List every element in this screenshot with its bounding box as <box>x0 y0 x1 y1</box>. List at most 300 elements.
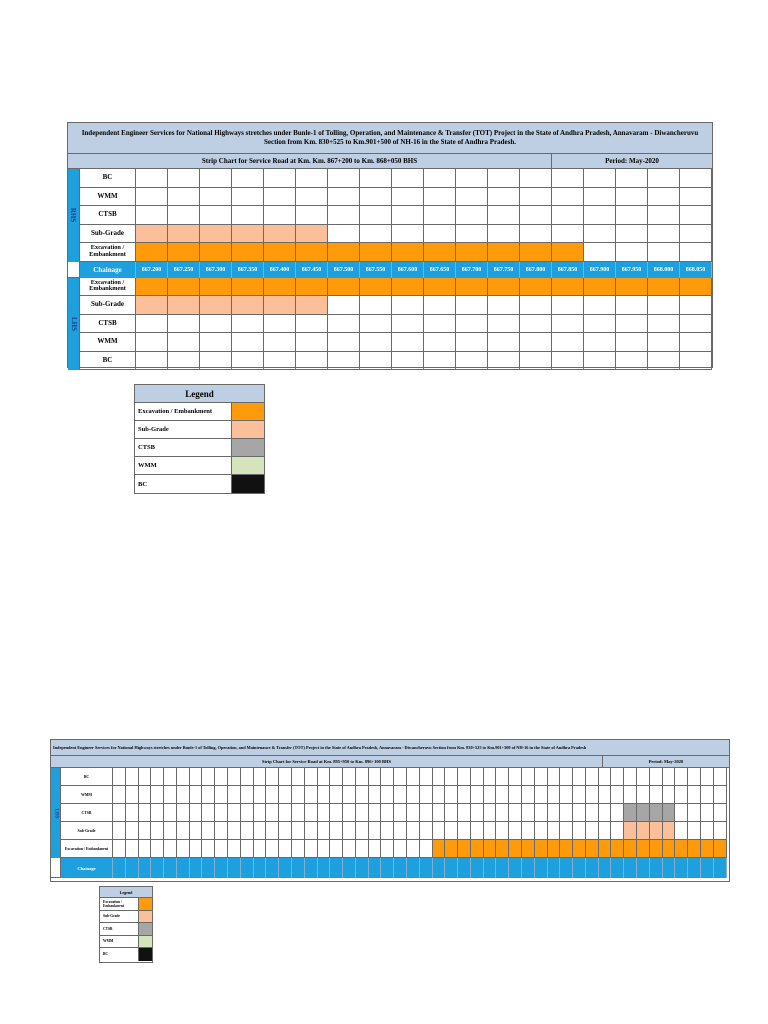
grid-cell <box>484 822 497 840</box>
grid-cell <box>456 333 488 352</box>
grid-cell <box>215 840 228 858</box>
grid-cell <box>420 822 433 840</box>
grid-cell <box>488 315 520 334</box>
grid-cell <box>330 768 343 786</box>
chainage-value: 867.900 <box>584 262 616 278</box>
rhs-group-row-bc <box>80 169 712 188</box>
grid-cell <box>113 768 126 786</box>
grid-cell <box>648 243 680 262</box>
legend-label: CTSB <box>100 923 139 935</box>
grid-cell <box>701 768 714 786</box>
chainage-value <box>139 858 152 878</box>
grid-cell <box>586 840 599 858</box>
grid-cell <box>330 786 343 804</box>
grid-cell <box>535 786 548 804</box>
grid-cell <box>343 786 356 804</box>
grid-cell <box>394 804 407 822</box>
grid-cell <box>264 296 296 315</box>
grid-cell <box>232 206 264 225</box>
lhs-group-row-bc <box>80 352 712 371</box>
chainage-spacer <box>68 262 80 278</box>
chart2-title: Independent Engineer Services for National Highways stretches under Bunle-1 of Tolling, Operation, and Maintenance & Transfer (TOT) Project in the State of Andhra Pradesh, Annavaram - Diwancheruvu Section from Km. 830+525 to Km.901+500 of NH-16 in the State of Andhra Pradesh <box>51 740 729 756</box>
grid-cell <box>264 333 296 352</box>
grid-cell <box>292 822 305 840</box>
chainage-value <box>164 858 177 878</box>
grid-cell <box>471 768 484 786</box>
grid-cell <box>394 786 407 804</box>
grid-cell <box>394 768 407 786</box>
grid-cell <box>616 278 648 297</box>
grid-cell <box>126 822 139 840</box>
grid-cell <box>228 804 241 822</box>
chainage-value <box>688 858 701 878</box>
grid-cell <box>611 840 624 858</box>
grid-cell <box>264 315 296 334</box>
grid-cell <box>369 786 382 804</box>
chainage-value <box>381 858 394 878</box>
grid-cell <box>584 296 616 315</box>
grid-cell <box>360 315 392 334</box>
grid-cell <box>548 822 561 840</box>
grid-cell <box>548 840 561 858</box>
grid-cell <box>584 225 616 244</box>
grid-cell <box>560 804 573 822</box>
grid-cell <box>328 206 360 225</box>
grid-cell <box>458 768 471 786</box>
grid-cell <box>360 333 392 352</box>
grid-cell <box>688 768 701 786</box>
grid-cell <box>228 822 241 840</box>
grid-cell <box>356 840 369 858</box>
grid-cell <box>637 804 650 822</box>
grid-cell <box>445 768 458 786</box>
grid-cell <box>330 804 343 822</box>
layer-label: CTSB <box>80 315 136 334</box>
grid-cell <box>456 169 488 188</box>
grid-cell <box>522 786 535 804</box>
grid-cell <box>584 352 616 371</box>
grid-cell <box>488 333 520 352</box>
grid-cell <box>241 768 254 786</box>
grid-cell <box>296 296 328 315</box>
grid-cell <box>190 822 203 840</box>
layer-label: CTSB <box>61 804 113 822</box>
grid-cell <box>535 822 548 840</box>
grid-cell <box>279 786 292 804</box>
grid-cell <box>168 206 200 225</box>
grid-cell <box>228 786 241 804</box>
chart2-row-ctsb <box>61 804 727 822</box>
grid-cell <box>126 840 139 858</box>
legend-swatch <box>232 475 264 493</box>
grid-cell <box>599 822 612 840</box>
grid-cell <box>232 169 264 188</box>
grid-cell <box>168 188 200 207</box>
grid-cell <box>552 243 584 262</box>
grid-cell <box>488 188 520 207</box>
grid-cell <box>456 278 488 297</box>
grid-cell <box>164 840 177 858</box>
chainage-value <box>509 858 522 878</box>
grid-cell <box>254 840 267 858</box>
chainage-value <box>611 858 624 878</box>
strip-chart-2 <box>50 739 730 882</box>
grid-cell <box>407 840 420 858</box>
grid-cell <box>200 169 232 188</box>
layer-label: CTSB <box>80 206 136 225</box>
grid-cell <box>254 768 267 786</box>
grid-cell <box>343 768 356 786</box>
chainage-value: 867.250 <box>168 262 200 278</box>
grid-cell <box>637 786 650 804</box>
chainage-value <box>535 858 548 878</box>
legend-label: BC <box>135 475 232 493</box>
chainage-value: 867.450 <box>296 262 328 278</box>
grid-cell <box>113 822 126 840</box>
legend-swatch <box>139 936 152 948</box>
grid-cell <box>266 786 279 804</box>
chart1-grid <box>68 169 712 370</box>
legend-2 <box>99 886 153 963</box>
legend1-item-excavation-embankment <box>135 403 264 421</box>
grid-cell <box>279 768 292 786</box>
chainage-value <box>663 858 676 878</box>
grid-cell <box>392 225 424 244</box>
chainage-label: Chainage <box>61 858 113 878</box>
grid-cell <box>296 243 328 262</box>
grid-cell <box>328 296 360 315</box>
grid-cell <box>680 352 712 371</box>
grid-cell <box>136 296 168 315</box>
grid-cell <box>200 333 232 352</box>
grid-cell <box>509 840 522 858</box>
grid-cell <box>139 822 152 840</box>
grid-cell <box>241 804 254 822</box>
grid-cell <box>228 768 241 786</box>
grid-cell <box>254 822 267 840</box>
grid-cell <box>296 278 328 297</box>
grid-cell <box>648 333 680 352</box>
grid-cell <box>650 768 663 786</box>
rhs-group-row-sub-grade <box>80 225 712 244</box>
grid-cell <box>369 804 382 822</box>
grid-cell <box>369 822 382 840</box>
grid-cell <box>292 768 305 786</box>
grid-cell <box>484 804 497 822</box>
grid-cell <box>424 315 456 334</box>
grid-cell <box>296 206 328 225</box>
grid-cell <box>139 768 152 786</box>
grid-cell <box>701 786 714 804</box>
grid-cell <box>241 822 254 840</box>
legend-label: Excavation / Embankment <box>100 898 139 910</box>
chainage-value <box>471 858 484 878</box>
grid-cell <box>136 206 168 225</box>
grid-cell <box>648 296 680 315</box>
grid-cell <box>328 169 360 188</box>
grid-cell <box>552 206 584 225</box>
grid-cell <box>680 243 712 262</box>
legend1-item-ctsb <box>135 439 264 457</box>
grid-cell <box>552 296 584 315</box>
grid-cell <box>456 206 488 225</box>
grid-cell <box>113 804 126 822</box>
grid-cell <box>586 786 599 804</box>
grid-cell <box>552 169 584 188</box>
chart1-period: Period: May-2020 <box>605 157 659 165</box>
legend2-items <box>100 898 152 961</box>
grid-cell <box>215 786 228 804</box>
grid-cell <box>488 296 520 315</box>
grid-cell <box>520 352 552 371</box>
layer-label: BC <box>80 352 136 371</box>
grid-cell <box>552 315 584 334</box>
rhs-group-row-ctsb <box>80 206 712 225</box>
grid-cell <box>296 188 328 207</box>
grid-cell <box>202 786 215 804</box>
grid-cell <box>456 188 488 207</box>
chainage-value <box>586 858 599 878</box>
grid-cell <box>407 786 420 804</box>
grid-cell <box>305 840 318 858</box>
grid-cell <box>151 786 164 804</box>
grid-cell <box>113 840 126 858</box>
chainage-value <box>407 858 420 878</box>
grid-cell <box>680 296 712 315</box>
layer-label: Excavation / Embankment <box>80 278 136 297</box>
grid-cell <box>616 225 648 244</box>
grid-cell <box>392 243 424 262</box>
grid-cell <box>420 786 433 804</box>
grid-cell <box>126 786 139 804</box>
grid-cell <box>680 315 712 334</box>
grid-cell <box>586 768 599 786</box>
grid-cell <box>424 352 456 371</box>
grid-cell <box>560 786 573 804</box>
legend-swatch <box>139 911 152 923</box>
legend-swatch <box>232 457 264 474</box>
strip-chart-1 <box>67 122 713 368</box>
chainage-value <box>714 858 727 878</box>
grid-cell <box>584 169 616 188</box>
grid-cell <box>200 225 232 244</box>
grid-cell <box>232 315 264 334</box>
grid-cell <box>456 315 488 334</box>
grid-cell <box>488 278 520 297</box>
grid-cell <box>560 840 573 858</box>
grid-cell <box>360 188 392 207</box>
grid-cell <box>552 278 584 297</box>
grid-cell <box>675 840 688 858</box>
grid-cell <box>520 315 552 334</box>
grid-cell <box>328 243 360 262</box>
grid-cell <box>520 278 552 297</box>
grid-cell <box>168 225 200 244</box>
layer-label: WMM <box>80 333 136 352</box>
grid-cell <box>688 822 701 840</box>
grid-cell <box>663 804 676 822</box>
grid-cell <box>424 296 456 315</box>
grid-cell <box>680 225 712 244</box>
grid-cell <box>522 822 535 840</box>
grid-cell <box>202 804 215 822</box>
grid-cell <box>264 243 296 262</box>
grid-cell <box>136 188 168 207</box>
grid-cell <box>168 315 200 334</box>
chainage-value: 867.750 <box>488 262 520 278</box>
chart2-row-sub-grade <box>61 822 727 840</box>
legend-swatch <box>232 403 264 420</box>
grid-cell <box>136 315 168 334</box>
chainage-value <box>190 858 203 878</box>
grid-cell <box>151 822 164 840</box>
grid-cell <box>254 786 267 804</box>
grid-cell <box>648 206 680 225</box>
lhs-group-side-label <box>68 278 80 371</box>
chart2-grid <box>51 768 729 878</box>
grid-cell <box>433 840 446 858</box>
grid-cell <box>675 822 688 840</box>
grid-cell <box>616 352 648 371</box>
chart2-row-wmm <box>61 786 727 804</box>
grid-cell <box>136 225 168 244</box>
grid-cell <box>680 188 712 207</box>
grid-cell <box>296 225 328 244</box>
grid-cell <box>584 206 616 225</box>
chainage-value <box>369 858 382 878</box>
grid-cell <box>663 768 676 786</box>
grid-cell <box>616 296 648 315</box>
grid-cell <box>445 786 458 804</box>
grid-cell <box>151 840 164 858</box>
chainage-value <box>445 858 458 878</box>
grid-cell <box>394 822 407 840</box>
chainage-value <box>624 858 637 878</box>
grid-cell <box>535 840 548 858</box>
grid-cell <box>177 768 190 786</box>
grid-cell <box>680 206 712 225</box>
grid-cell <box>637 822 650 840</box>
grid-cell <box>420 804 433 822</box>
grid-cell <box>420 768 433 786</box>
grid-cell <box>520 225 552 244</box>
grid-cell <box>445 822 458 840</box>
grid-cell <box>407 804 420 822</box>
legend-label: Sub-Grade <box>135 421 232 438</box>
grid-cell <box>360 278 392 297</box>
grid-cell <box>488 352 520 371</box>
legend-label: WMM <box>135 457 232 474</box>
grid-cell <box>624 768 637 786</box>
grid-cell <box>573 786 586 804</box>
grid-cell <box>164 822 177 840</box>
grid-cell <box>535 768 548 786</box>
grid-cell <box>433 768 446 786</box>
grid-cell <box>168 278 200 297</box>
chainage-value: 868.000 <box>648 262 680 278</box>
grid-cell <box>381 822 394 840</box>
grid-cell <box>292 804 305 822</box>
grid-cell <box>484 840 497 858</box>
grid-cell <box>624 804 637 822</box>
grid-cell <box>471 822 484 840</box>
grid-cell <box>126 804 139 822</box>
grid-cell <box>328 352 360 371</box>
grid-cell <box>458 822 471 840</box>
legend1-item-sub-grade <box>135 421 264 439</box>
legend1-title: Legend <box>135 385 264 403</box>
grid-cell <box>266 804 279 822</box>
grid-cell <box>675 786 688 804</box>
legend-swatch <box>232 439 264 456</box>
grid-cell <box>611 822 624 840</box>
grid-cell <box>445 804 458 822</box>
legend-label: CTSB <box>135 439 232 456</box>
lhs-group-row-wmm <box>80 333 712 352</box>
grid-cell <box>392 333 424 352</box>
grid-cell <box>584 315 616 334</box>
grid-cell <box>675 804 688 822</box>
grid-cell <box>360 352 392 371</box>
grid-cell <box>266 840 279 858</box>
grid-cell <box>369 768 382 786</box>
grid-cell <box>548 804 561 822</box>
chainage-value: 867.950 <box>616 262 648 278</box>
chainage-label: Chainage <box>80 262 136 278</box>
grid-cell <box>328 225 360 244</box>
grid-cell <box>611 804 624 822</box>
grid-cell <box>424 188 456 207</box>
grid-cell <box>650 786 663 804</box>
grid-cell <box>484 768 497 786</box>
legend2-item-bc <box>100 948 152 961</box>
grid-cell <box>488 206 520 225</box>
legend-label: Sub-Grade <box>100 911 139 923</box>
grid-cell <box>616 315 648 334</box>
grid-cell <box>200 278 232 297</box>
grid-cell <box>343 840 356 858</box>
grid-cell <box>168 352 200 371</box>
grid-cell <box>318 804 331 822</box>
rhs-group-row-wmm <box>80 188 712 207</box>
grid-cell <box>381 786 394 804</box>
grid-cell <box>200 315 232 334</box>
chainage-value: 868.050 <box>680 262 712 278</box>
layer-label: Sub-Grade <box>80 225 136 244</box>
grid-cell <box>241 840 254 858</box>
grid-cell <box>520 243 552 262</box>
grid-cell <box>522 804 535 822</box>
grid-cell <box>264 225 296 244</box>
grid-cell <box>520 169 552 188</box>
grid-cell <box>264 169 296 188</box>
grid-cell <box>232 243 264 262</box>
legend1-item-wmm <box>135 457 264 475</box>
grid-cell <box>392 169 424 188</box>
grid-cell <box>611 786 624 804</box>
grid-cell <box>381 768 394 786</box>
grid-cell <box>650 822 663 840</box>
grid-cell <box>701 822 714 840</box>
chainage-value: 867.350 <box>232 262 264 278</box>
chainage-value <box>637 858 650 878</box>
grid-cell <box>424 206 456 225</box>
layer-label: Excavation / Embankment <box>80 243 136 262</box>
grid-cell <box>488 225 520 244</box>
grid-cell <box>586 822 599 840</box>
grid-cell <box>392 278 424 297</box>
grid-cell <box>456 243 488 262</box>
